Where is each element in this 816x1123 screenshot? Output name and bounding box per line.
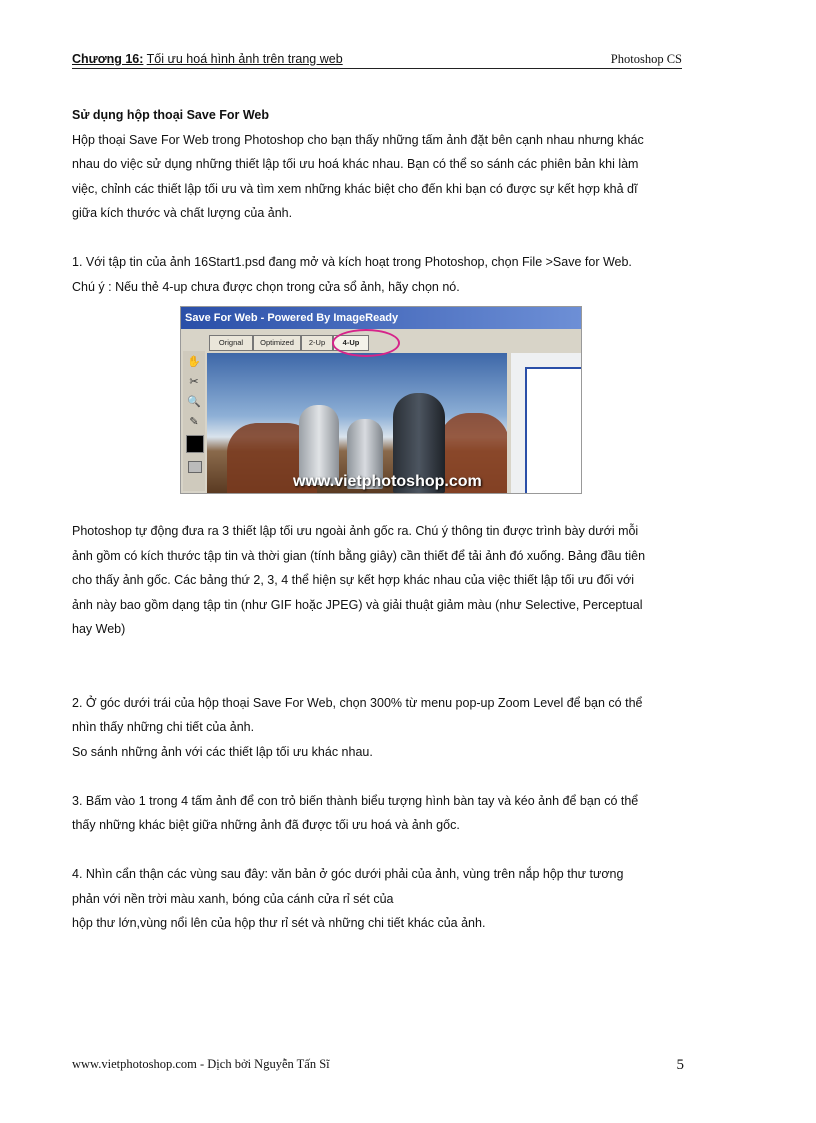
body-line: ảnh gồm có kích thước tập tin và thời gian (tính bằng giây) cần thiết để tải ảnh đó xuống. Bảng đầu tiên — [72, 548, 646, 563]
chapter-title: Tối ưu hoá hình ảnh trên trang web — [146, 52, 343, 66]
preview-panel-frame — [525, 367, 582, 494]
toggle-slices-icon[interactable] — [188, 461, 202, 473]
step2-line: 2. Ở góc dưới trái của hộp thoại Save For Web, chọn 300% từ menu pop-up Zoom Level để bạn có thể — [72, 695, 643, 710]
page-header — [72, 52, 682, 69]
chapter-number: Chương 16: — [72, 52, 144, 66]
eyedropper-icon[interactable]: ✎ — [189, 416, 199, 428]
step4-line: phản với nền trời màu xanh, bóng của cánh cửa rỉ sét của — [72, 891, 394, 906]
window-title: Save For Web - Powered By ImageReady — [181, 307, 581, 329]
highlight-circle — [332, 329, 400, 357]
zoom-icon[interactable]: 🔍 — [187, 396, 201, 408]
watermark: www.vietphotoshop.com — [293, 473, 482, 490]
step1-line: 1. Với tập tin của ảnh 16Start1.psd đang mở và kích hoạt trong Photoshop, chọn File >Save for Web. — [72, 255, 632, 269]
body-line: cho thấy ảnh gốc. Các bảng thứ 2, 3, 4 thể hiện sự kết hợp khác nhau của việc thiết lập tối ưu đối với — [72, 573, 634, 587]
hand-tool-icon[interactable]: ✋ — [187, 356, 201, 368]
step3-line: 3. Bấm vào 1 trong 4 tấm ảnh để con trỏ biến thành biểu tượng hình bàn tay và kéo ảnh để bạn có thể — [72, 793, 639, 808]
intro-line: giữa kích thước và chất lượng của ảnh. — [72, 206, 293, 220]
body-line: hay Web) — [72, 622, 126, 636]
tab-4up[interactable]: 4-Up — [333, 335, 369, 351]
slice-select-icon[interactable]: ✂ — [189, 376, 199, 388]
body-line: Photoshop tự động đưa ra 3 thiết lập tối ưu ngoài ảnh gốc ra. Chú ý thông tin được trình bày dưới mỗi — [72, 524, 639, 538]
intro-line: nhau do việc sử dụng những thiết lập tối ưu hoá khác nhau. Bạn có thể so sánh các phiên bản khi làm — [72, 157, 639, 171]
step1-note: Chú ý : Nếu thẻ 4-up chưa được chọn trong cửa sổ ảnh, hãy chọn nó. — [72, 279, 460, 294]
page-footer — [72, 1057, 684, 1075]
intro-line: việc, chỉnh các thiết lập tối ưu và tìm xem những khác biệt cho đến khi bạn có được sự kết hợp khả dĩ — [72, 181, 638, 196]
eyedropper-color-swatch[interactable] — [186, 435, 204, 453]
step4-line: 4. Nhìn cẩn thận các vùng sau đây: văn bản ở góc dưới phải của ảnh, vùng trên nắp hộp thư tương — [72, 867, 624, 881]
step3-line: thấy những khác biệt giữa những ảnh đã được tối ưu hoá và ảnh gốc. — [72, 818, 460, 832]
preview-image — [207, 353, 507, 493]
body-line: ảnh này bao gồm dạng tập tin (như GIF hoặc JPEG) và giải thuật giảm màu (như Selective, Perceptual — [72, 597, 643, 612]
step4-line: hộp thư lớn,vùng nổi lên của hộp thư rỉ sét và những chi tiết khác của ảnh. — [72, 916, 486, 930]
section-title: Sử dụng hộp thoại Save For Web — [72, 108, 270, 122]
page-number: 5 — [676, 1057, 684, 1073]
tab-optimized[interactable]: Optimized — [253, 335, 301, 351]
step2-line: So sánh những ảnh với các thiết lập tối ưu khác nhau. — [72, 744, 373, 759]
intro-line: Hộp thoại Save For Web trong Photoshop cho bạn thấy những tấm ảnh đặt bên cạnh nhau nhưng khác — [72, 132, 644, 147]
footer-credit: www.vietphotoshop.com - Dịch bởi Nguyễn Tấn Sĩ — [72, 1057, 330, 1071]
main-content — [72, 103, 692, 936]
tab-2up[interactable]: 2-Up — [301, 335, 333, 351]
book-title: Photoshop CS — [610, 52, 682, 66]
step2-line: nhìn thấy những chi tiết của ảnh. — [72, 720, 255, 734]
tool-panel — [183, 351, 205, 491]
tab-original[interactable]: Orignal — [209, 335, 253, 351]
